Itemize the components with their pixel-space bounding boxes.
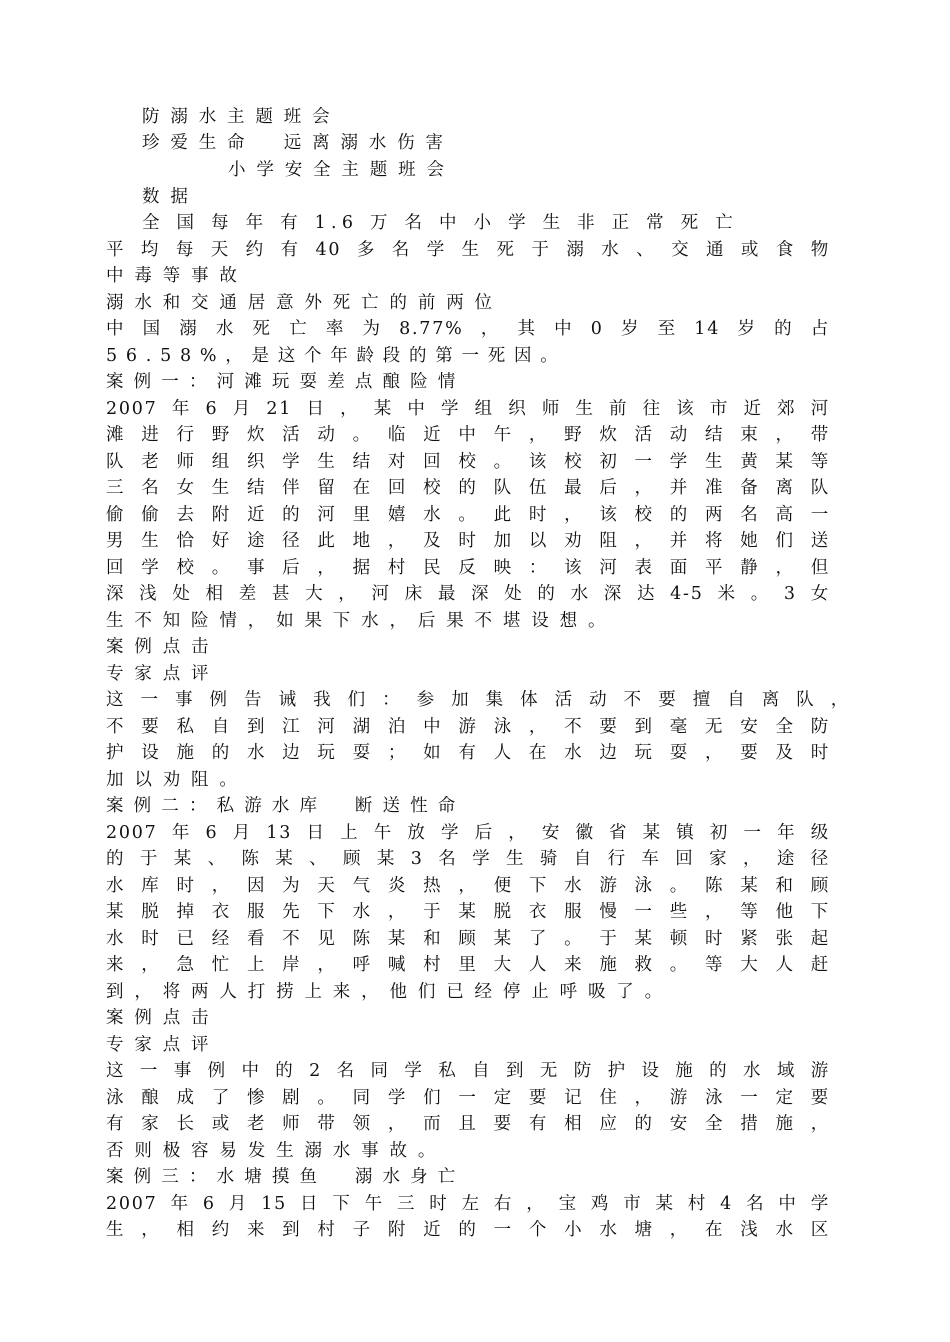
doc-subtitle: 珍爱生命 远离溺水伤害 [142, 133, 454, 153]
case-click-label: 案例点击 [106, 1008, 220, 1028]
text-line: 否则极容易发生溺水事故。 [106, 1141, 447, 1161]
text-line: 水时已经看不见陈某和顾某了。于某顿时紧张起 [106, 929, 830, 949]
text-line: 这一事例告诫我们：参加集体活动不要擅自离队， [106, 690, 850, 710]
case-heading-1: 案例一：河滩玩耍差点酿险情 [106, 372, 466, 392]
text-line: 三名女生结伴留在回校的队伍最后，并准备离队 [106, 478, 830, 498]
case-heading-2: 案例二：私游水库 断送性命 [106, 796, 466, 816]
text-line: 到，将两人打捞上来，他们已经停止呼吸了。 [106, 982, 673, 1002]
doc-title: 防溺水主题班会 [142, 107, 341, 127]
text-line: 2007年6月21日，某中学组织师生前往该市近郊河 [106, 399, 830, 419]
text-line: 中国溺水死亡率为8.77%，其中0岁至14岁的占 [106, 319, 830, 339]
text-line: 滩进行野炊活动。临近中午，野炊活动结束，带 [106, 425, 830, 445]
text-line: 生不知险情，如果下水，后果不堪设想。 [106, 611, 617, 631]
text-line: 加以劝阻。 [106, 770, 248, 790]
text-line: 回学校。事后，据村民反映：该河表面平静，但 [106, 558, 830, 578]
text-line: 深浅处相差甚大，河床最深处的水深达4-5米。3女 [106, 584, 830, 604]
text-line: 2007年6月13日上午放学后，安徽省某镇初一年级 [106, 823, 830, 843]
text-line: 中毒等事故 [106, 266, 248, 286]
text-line: 的于某、陈某、顾某3名学生骑自行车回家，途径 [106, 849, 830, 869]
expert-review-label: 专家点评 [106, 1035, 220, 1055]
text-line: 溺水和交通居意外死亡的前两位 [106, 293, 503, 313]
text-line: 男生恰好途径此地，及时加以劝阻，并将她们送 [106, 531, 830, 551]
text-line: 平均每天约有40多名学生死于溺水、交通或食物 [106, 240, 830, 260]
case-click-label: 案例点击 [106, 637, 220, 657]
text-line: 有家长或老师带领，而且要有相应的安全措施， [106, 1114, 830, 1134]
text-line: 2007年6月15日下午三时左右，宝鸡市某村4名中学 [106, 1194, 830, 1214]
text-line: 队老师组织学生结对回校。该校初一学生黄某等 [106, 452, 830, 472]
text-line: 56.58%，是这个年龄段的第一死因。 [106, 346, 567, 366]
case-heading-3: 案例三：水塘摸鱼 溺水身亡 [106, 1167, 466, 1187]
text-line: 泳酿成了惨剧。同学们一定要记住，游泳一定要 [106, 1088, 830, 1108]
text-line: 这一事例中的2名同学私自到无防护设施的水域游 [106, 1061, 830, 1081]
text-line: 水库时，因为天气炎热，便下水游泳。陈某和顾 [106, 876, 830, 896]
text-line: 来，急忙上岸，呼喊村里大人来施救。等大人赶 [106, 955, 830, 975]
section-heading-data: 数据 [142, 187, 199, 207]
text-line: 生，相约来到村子附近的一个小水塘，在浅水区 [106, 1220, 830, 1240]
text-line: 护设施的水边玩耍；如有人在水边玩耍，要及时 [106, 743, 830, 763]
doc-subtitle-2: 小学安全主题班会 [228, 160, 455, 180]
text-line: 某脱掉衣服先下水，于某脱衣服慢一些，等他下 [106, 902, 830, 922]
text-line: 全国每年有1.6万名中小学生非正常死亡 [142, 213, 738, 233]
text-line: 偷偷去附近的河里嬉水。此时，该校的两名高一 [106, 505, 830, 525]
text-line: 不要私自到江河湖泊中游泳，不要到毫无安全防 [106, 717, 830, 737]
expert-review-label: 专家点评 [106, 664, 220, 684]
